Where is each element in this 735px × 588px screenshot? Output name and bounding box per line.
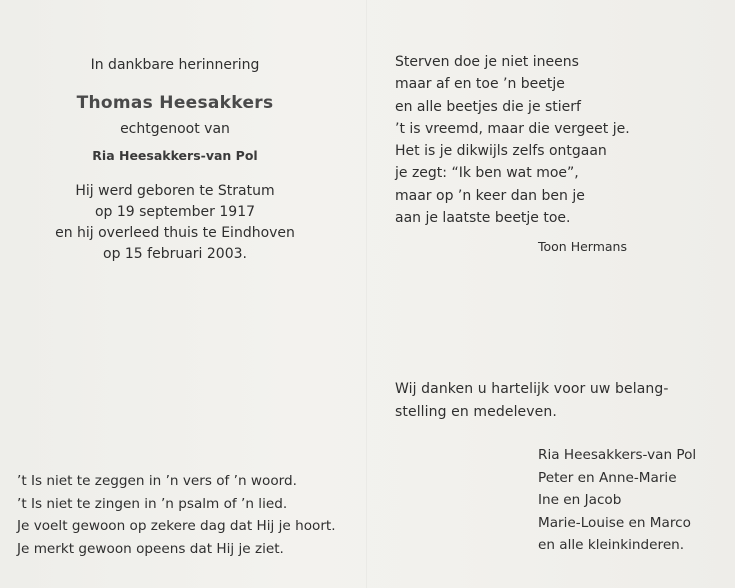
family-member: Marie-Louise en Marco	[538, 514, 691, 531]
right-poem	[395, 51, 695, 259]
thanks-line: stelling en medeleven.	[395, 403, 557, 420]
thanks-message	[395, 378, 715, 423]
poem-line: Je voelt gewoon op zekere dag dat Hij je hoort.	[17, 518, 336, 534]
deceased-name: Thomas Heesakkers	[76, 93, 274, 113]
left-poem	[17, 470, 357, 560]
poem-line: ’t Is niet te zingen in ’n psalm of ’n lied.	[17, 495, 288, 512]
family-signatures	[538, 444, 715, 557]
poem-line: ’t Is niet te zeggen in ’n vers of ’n woord.	[17, 473, 297, 489]
thanks-line: Wij danken u hartelijk voor uw belang-	[395, 381, 669, 397]
poem-line: Sterven doe je niet ineens	[395, 54, 579, 70]
spouse-name: Ria Heesakkers-van Pol	[92, 148, 258, 163]
bio-line: op 15 februari 2003.	[103, 246, 247, 262]
spouse-intro: echtgenoot van	[120, 121, 230, 137]
biography	[40, 181, 310, 265]
poem-author: Toon Hermans	[538, 239, 627, 255]
poem-line: je zegt: “Ik ben wat moe”,	[395, 165, 579, 182]
family-member: Peter en Anne-Marie	[538, 469, 677, 486]
family-member: en alle kleinkinderen.	[538, 537, 685, 553]
family-member: Ine en Jacob	[538, 492, 622, 508]
bio-line: op 19 september 1917	[94, 204, 256, 220]
poem-line: en alle beetjes die je stierf	[395, 98, 581, 115]
card-fold	[366, 0, 367, 588]
poem-line: aan je laatste beetje toe.	[395, 210, 571, 227]
poem-line: Het is je dikwijls zelfs ontgaan	[395, 143, 607, 160]
bio-line: Hij werd geboren te Stratum	[75, 183, 275, 199]
poem-line: maar af en toe ’n beetje	[395, 76, 565, 93]
remembrance-intro: In dankbare herinnering	[90, 57, 260, 73]
family-member: Ria Heesakkers-van Pol	[538, 447, 697, 463]
poem-line: maar op ’n keer dan ben je	[395, 187, 585, 204]
poem-line: ’t is vreemd, maar die vergeet je.	[395, 120, 630, 137]
poem-line: Je merkt gewoon opeens dat Hij je ziet.	[17, 540, 284, 557]
left-panel-header	[40, 55, 310, 265]
bio-line: en hij overleed thuis te Eindhoven	[55, 225, 295, 241]
right-thanks	[395, 378, 715, 557]
